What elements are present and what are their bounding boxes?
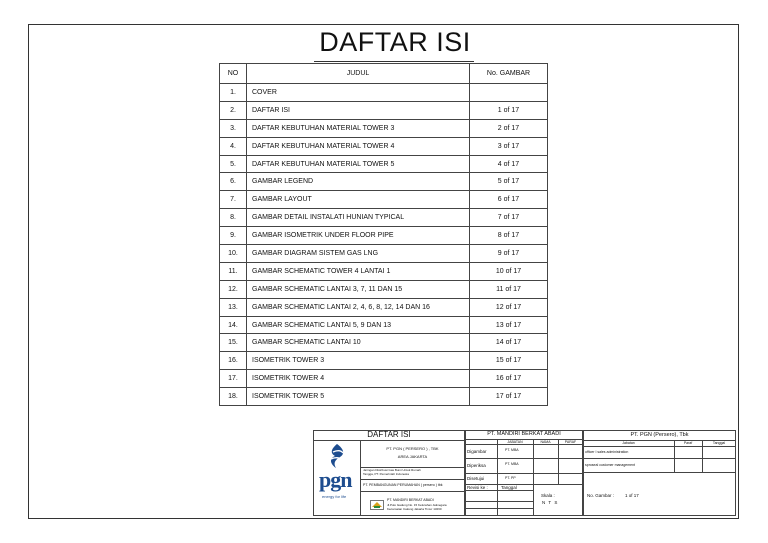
row-number: 14. xyxy=(220,316,247,334)
table-row xyxy=(220,280,548,298)
table-row xyxy=(220,334,548,352)
row-number: 12. xyxy=(220,280,247,298)
row-title: DAFTAR KEBUTUHAN MATERIAL TOWER 5 xyxy=(247,155,470,173)
row-drawing-number: 5 of 17 xyxy=(470,173,548,191)
client-header-paraf: Paraf xyxy=(683,441,693,445)
pgn-wordmark: pgn xyxy=(319,467,352,492)
row-drawing-number: 13 of 17 xyxy=(470,316,548,334)
row-title: GAMBAR LAYOUT xyxy=(247,191,470,209)
table-row xyxy=(220,245,548,263)
row-title: ISOMETRIK TOWER 3 xyxy=(247,352,470,370)
client-header-jabatan: Jabatan xyxy=(622,441,635,445)
table-row xyxy=(220,262,548,280)
row-number: 17. xyxy=(220,370,247,388)
column-header-no: NO xyxy=(220,64,247,84)
table-row xyxy=(220,84,548,102)
row-number: 5. xyxy=(220,155,247,173)
sign-name-drawn: PT. MBA xyxy=(505,448,519,452)
table-row xyxy=(220,101,548,119)
row-number: 1. xyxy=(220,84,247,102)
title-block xyxy=(313,430,736,516)
row-title: ISOMETRIK TOWER 4 xyxy=(247,370,470,388)
sign-name-approved: PT. PP xyxy=(505,476,516,480)
row-drawing-number: 6 of 17 xyxy=(470,191,548,209)
table-row xyxy=(220,119,548,137)
row-title: GAMBAR DETAIL INSTALATI HUNIAN TYPICAL xyxy=(247,209,470,227)
row-title: GAMBAR SCHEMATIC LANTAI 5, 9 DAN 13 xyxy=(247,316,470,334)
owner-area: AREA JAKARTA xyxy=(397,454,428,459)
table-row xyxy=(220,352,548,370)
row-drawing-number: 16 of 17 xyxy=(470,370,548,388)
column-header-gambar: No. GAMBAR xyxy=(470,64,548,84)
table-row xyxy=(220,370,548,388)
sign-role-checked: Diperiksa xyxy=(467,463,486,468)
row-number: 11. xyxy=(220,262,247,280)
sign-role-approved: Disetujui xyxy=(467,476,485,481)
contractor-logo-icon xyxy=(370,500,384,510)
row-number: 9. xyxy=(220,227,247,245)
revision-label: Revisi ke : xyxy=(467,485,488,490)
row-title: DAFTAR KEBUTUHAN MATERIAL TOWER 3 xyxy=(247,119,470,137)
row-number: 7. xyxy=(220,191,247,209)
table-row xyxy=(220,209,548,227)
contents-table xyxy=(219,63,548,406)
row-drawing-number: 17 of 17 xyxy=(470,388,548,406)
row-title: GAMBAR SCHEMATIC LANTAI 2, 4, 6, 8, 12, 14 DAN 16 xyxy=(247,298,470,316)
row-number: 15. xyxy=(220,334,247,352)
sign-name-checked: PT. MBA xyxy=(505,462,519,466)
row-title: GAMBAR SCHEMATIC LANTAI 3, 7, 11 DAN 15 xyxy=(247,280,470,298)
client-header-tanggal: Tanggal xyxy=(712,441,726,445)
row-title: GAMBAR SCHEMATIC LANTAI 10 xyxy=(247,334,470,352)
drawing-number-label: No. Gambar : xyxy=(587,493,615,498)
row-drawing-number: 12 of 17 xyxy=(470,298,548,316)
column-header-judul: JUDUL xyxy=(247,64,470,84)
contents-table-body xyxy=(220,84,548,406)
client-role-2: sproseal customer management xyxy=(585,463,635,467)
row-drawing-number: 15 of 17 xyxy=(470,352,548,370)
sign-header-nama: NAMA xyxy=(540,440,551,444)
table-row xyxy=(220,191,548,209)
table-row xyxy=(220,173,548,191)
drawing-number-value: 1 of 17 xyxy=(625,493,639,498)
row-drawing-number xyxy=(470,84,548,102)
table-row xyxy=(220,227,548,245)
row-title: GAMBAR SCHEMATIC TOWER 4 LANTAI 1 xyxy=(247,262,470,280)
sign-role-drawn: Digambar xyxy=(467,449,487,454)
table-row xyxy=(220,155,548,173)
date-label: Tanggal xyxy=(501,485,517,490)
table-header-row xyxy=(220,64,548,84)
row-drawing-number: 2 of 17 xyxy=(470,119,548,137)
company-name: PT. MANDIRI BERKAT ABADI xyxy=(487,431,561,437)
row-drawing-number: 8 of 17 xyxy=(470,227,548,245)
pgn-tagline: energy for life xyxy=(322,494,347,499)
row-number: 2. xyxy=(220,101,247,119)
row-title: GAMBAR LEGEND xyxy=(247,173,470,191)
row-drawing-number: 10 of 17 xyxy=(470,262,548,280)
project-name: PT. PEMBANGUNAN PERUMAHAN ( persero ) tbk xyxy=(363,483,443,487)
pgn-flame-icon xyxy=(327,443,347,469)
row-drawing-number: 3 of 17 xyxy=(470,137,548,155)
owner-name: PT. PGN ( PERSERO ) , TBK xyxy=(386,446,439,451)
row-number: 8. xyxy=(220,209,247,227)
scale-value: N T S xyxy=(542,500,559,505)
table-row xyxy=(220,388,548,406)
contractor-name: PT. MANDIRI BERKAT ABADI xyxy=(387,498,434,502)
row-number: 3. xyxy=(220,119,247,137)
client-name: PT. PGN (Persero), Tbk xyxy=(630,432,689,438)
row-number: 13. xyxy=(220,298,247,316)
row-drawing-number: 11 of 17 xyxy=(470,280,548,298)
contractor-address-2: Kecamatan Cakung Jakarta Timur 13260 xyxy=(387,507,442,511)
row-title: ISOMETRIK TOWER 5 xyxy=(247,388,470,406)
client-role-1: officer I sales administration xyxy=(585,450,629,454)
sign-header-paraf: PARAF xyxy=(564,440,577,444)
row-number: 10. xyxy=(220,245,247,263)
row-title: DAFTAR ISI xyxy=(247,101,470,119)
table-row xyxy=(220,298,548,316)
row-number: 4. xyxy=(220,137,247,155)
row-drawing-number: 4 of 17 xyxy=(470,155,548,173)
row-drawing-number: 1 of 17 xyxy=(470,101,548,119)
contractor-address-1: Jl.Pulo Gadung No. 15 Kelurahan Jatinegara xyxy=(387,503,447,507)
row-title: DAFTAR KEBUTUHAN MATERIAL TOWER 4 xyxy=(247,137,470,155)
row-number: 16. xyxy=(220,352,247,370)
row-drawing-number: 7 of 17 xyxy=(470,209,548,227)
project-note: Jaringan Distribusi Gas Bumi Untuk Rumah Tangga, PT. Pemerintah Indonesia xyxy=(363,468,421,476)
row-title: COVER xyxy=(247,84,470,102)
row-title: GAMBAR DIAGRAM SISTEM GAS LNG xyxy=(247,245,470,263)
page-title: DAFTAR ISI xyxy=(319,27,471,57)
row-number: 6. xyxy=(220,173,247,191)
sheet-title: DAFTAR ISI xyxy=(367,430,411,439)
table-row xyxy=(220,316,548,334)
scale-label: Skala : xyxy=(541,493,555,498)
row-number: 18. xyxy=(220,388,247,406)
row-title: GAMBAR ISOMETRIK UNDER FLOOR PIPE xyxy=(247,227,470,245)
title-underline xyxy=(314,61,474,62)
sign-header-jabatan: JABATAN xyxy=(507,440,523,444)
row-drawing-number: 14 of 17 xyxy=(470,334,548,352)
table-row xyxy=(220,137,548,155)
row-drawing-number: 9 of 17 xyxy=(470,245,548,263)
